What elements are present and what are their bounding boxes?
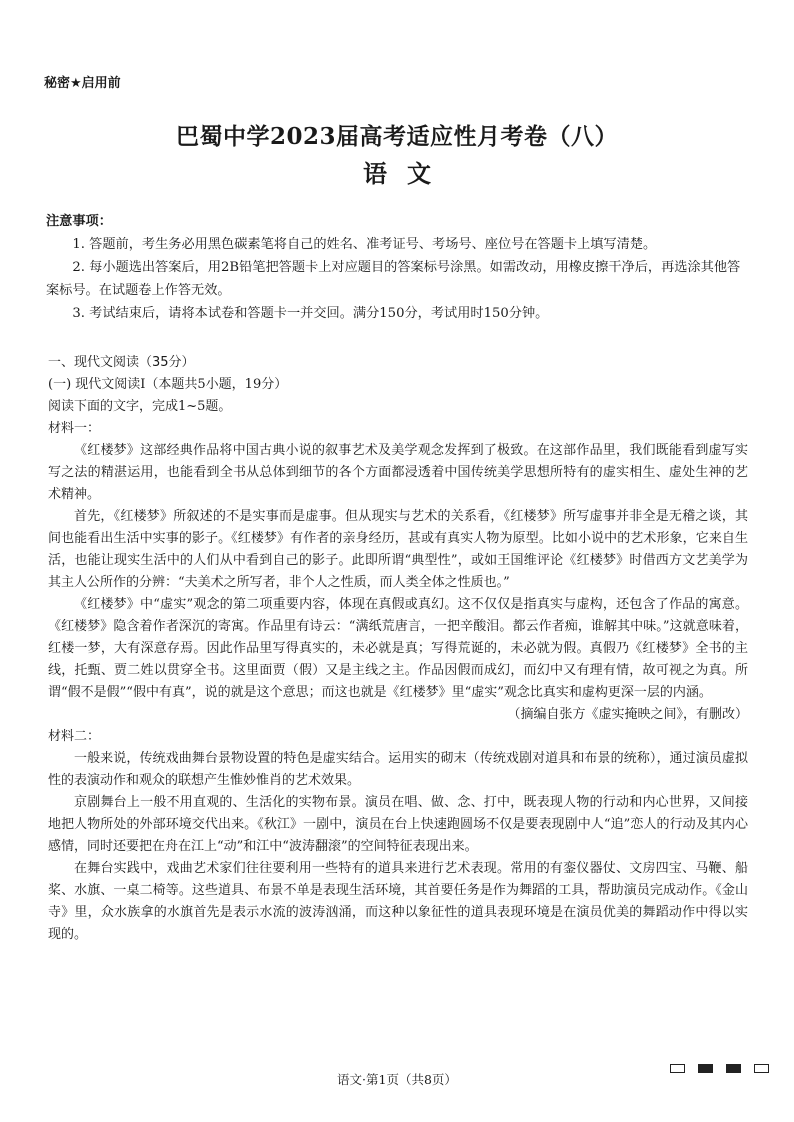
reading-section: [48, 352, 748, 946]
exam-title: 巴蜀中学2023届高考适应性月考卷（八）: [175, 123, 618, 150]
paragraph: 《红楼梦》中“虚实”观念的第二项重要内容，体现在真假或真幻。这不仅仅是指真实与虚构，还包含了作品的寓意。《红楼梦》隐含着作者深沉的寄寓。作品里有诗云：“满纸荒唐言，一把辛酸泪。都云作者痴，谁解其中味。”这就意味着，红楼一梦，大有深意存焉。因此作品里写得真实的，未必就是真；写得荒诞的，未必就为假。真假乃《红楼梦》全书的主线，托甄、贾二姓以贯穿全书。这里面贾（假）又是主线之主。作品因假而成幻，而幻中又有理有情，故可视之为真。所谓“假不是假”“假中有真”，说的就是这个意思；而这也就是《红楼梦》里“虚实”观念比真实和虚构更深一层的内涵。: [48, 597, 748, 700]
instruction: 阅读下面的文字，完成1~5题。: [48, 399, 232, 414]
paragraph: 京剧舞台上一般不用直观的、生活化的实物布景。演员在唱、做、念、打中，既表现人物的行动和内心世界，又间接地把人物所处的外部环境交代出来。《秋江》一剧中，演员在台上快速跑圆场不仅是要表现剧中人“追”恋人的行动及其内心感情，同时还要把在舟在江上“动”和江中“波涛翻滚”的空间特征表现出来。: [48, 795, 748, 854]
open-square-mark-icon: [754, 1064, 769, 1073]
paragraph: 首先，《红楼梦》所叙述的不是实事而是虚事。但从现实与艺术的关系看，《红楼梦》所写虚事并非全是无稽之谈，其间也能看出生活中实事的影子。《红楼梦》有作者的亲身经历，甚或有真实人物为原型。比如小说中的艺术形象，它来自生活，也能让现实生活中的人们从中看到自己的影子。此即所谓“典型性”，或如王国维评论《红楼梦》时借西方文艺美学为其主人公所作的分辨：“夫美术之所写者，非个人之性质，而人类全体之性质也。”: [48, 509, 748, 590]
scan-marks: [670, 1064, 769, 1073]
open-square-mark-icon: [670, 1064, 685, 1073]
solid-square-mark-icon: [726, 1064, 741, 1073]
material-two-label: 材料二：: [48, 729, 101, 744]
subsection-title: (一) 现代文阅读Ⅰ（本题共5小题，19分）: [48, 377, 288, 392]
notice-item: 3. 考试结束后，请将本试卷和答题卡一并交回。满分150分，考试用时150分钟。: [72, 306, 549, 321]
notice-section: [46, 210, 748, 325]
subject-title: 语文: [363, 159, 451, 188]
section-title: 一、现代文阅读（35分）: [48, 355, 195, 370]
solid-square-mark-icon: [698, 1064, 713, 1073]
paragraph: 在舞台实践中，戏曲艺术家们往往要利用一些特有的道具来进行艺术表现。常用的有銮仪器仗、文房四宝、马鞭、船桨、水旗、一桌二椅等。这些道具、布景不单是表现生活环境，其首要任务是作为舞蹈的工具，帮助演员完成动作。《金山寺》里，众水族拿的水旗首先是表示水流的波涛汹涌，而这种以象征性的道具表现环境是在演员优美的舞蹈动作中得以实现的。: [48, 861, 748, 942]
notice-item: 1. 答题前，考生务必用黑色碳素笔将自己的姓名、准考证号、考场号、座位号在答题卡上填写清楚。: [72, 237, 657, 252]
paragraph: 《红楼梦》这部经典作品将中国古典小说的叙事艺术及美学观念发挥到了极致。在这部作品里，我们既能看到虚写实写之法的精湛运用，也能看到全书从总体到细节的各个方面都浸透着中国传统美学思想所特有的虚实相生、虚处生神的艺术精神。: [48, 443, 748, 502]
source-citation: （摘编自张方《虚实掩映之间》，有删改）: [507, 707, 748, 722]
notice-heading: 注意事项：: [46, 214, 112, 229]
notice-item: 2. 每小题选出答案后，用2B铅笔把答题卡上对应题目的答案标号涂黑。如需改动，用橡皮擦干净后，再选涂其他答案标号。在试题卷上作答无效。: [46, 260, 741, 298]
page-footer: 语文·第1页（共8页）: [337, 1072, 457, 1087]
material-one-label: 材料一：: [48, 421, 101, 436]
paragraph: 一般来说，传统戏曲舞台景物设置的特色是虚实结合。运用实的砌末（传统戏剧对道具和布景的统称），通过演员虚拟性的表演动作和观众的联想产生惟妙惟肖的艺术效果。: [48, 751, 748, 788]
confidential-label: 秘密★启用前: [44, 76, 121, 91]
